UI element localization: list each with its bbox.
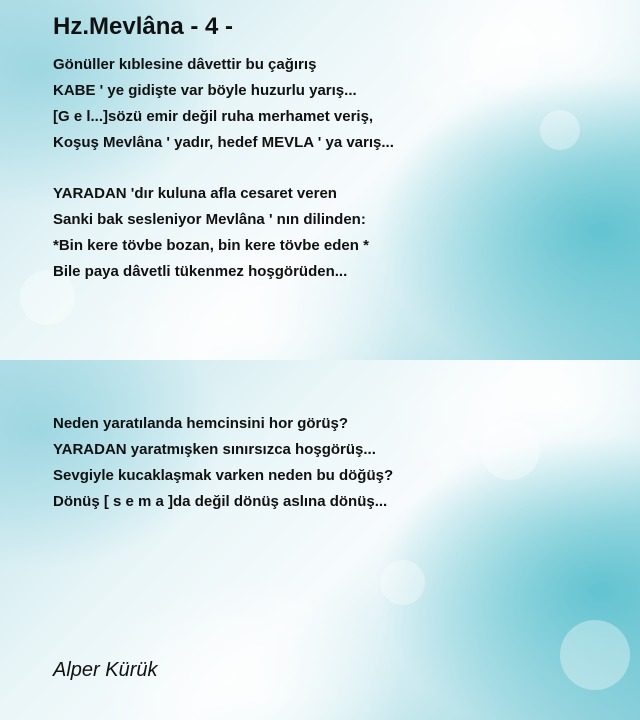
poem-line: YARADAN yaratmışken sınırsızca hoşgörüş... <box>53 441 376 458</box>
bokeh-light <box>380 560 425 605</box>
poem-line: Dönüş [ s e m a ]da değil dönüş aslına dönüş... <box>53 493 388 510</box>
poem-line: Koşuş Mevlâna ' yadır, hedef MEVLA ' ya varış... <box>53 134 394 151</box>
poem-line: [G e l...]sözü emir değil ruha merhamet veriş, <box>53 108 374 125</box>
poem-line: Gönüller kıblesine dâvettir bu çağırış <box>53 56 317 73</box>
bokeh-light <box>540 110 580 150</box>
poem-stanza-1 <box>53 52 394 156</box>
poem-line: KABE ' ye gidişte var böyle huzurlu yarış... <box>53 82 357 99</box>
bokeh-light <box>560 620 630 690</box>
poem-line: Sanki bak sesleniyor Mevlâna ' nın dilinden: <box>53 211 366 228</box>
poem-title: Hz.Mevlâna - 4 - <box>53 13 234 40</box>
poem-line: Bile paya dâvetli tükenmez hoşgörüden... <box>53 263 348 280</box>
poem-line: *Bin kere tövbe bozan, bin kere tövbe eden * <box>53 237 369 254</box>
poem-line: Neden yaratılanda hemcinsini hor görüş? <box>53 415 349 432</box>
poem-author: Alper Kürük <box>53 659 158 681</box>
poem-stanza-2 <box>53 181 369 285</box>
poem-stanza-3 <box>53 411 393 515</box>
bokeh-light <box>470 20 540 90</box>
poem-line: Sevgiyle kucaklaşmak varken neden bu döğüş? <box>53 467 394 484</box>
poem-line: YARADAN 'dır kuluna afla cesaret veren <box>53 185 337 202</box>
bokeh-light <box>480 420 540 480</box>
poem-panel-bottom <box>0 360 640 720</box>
